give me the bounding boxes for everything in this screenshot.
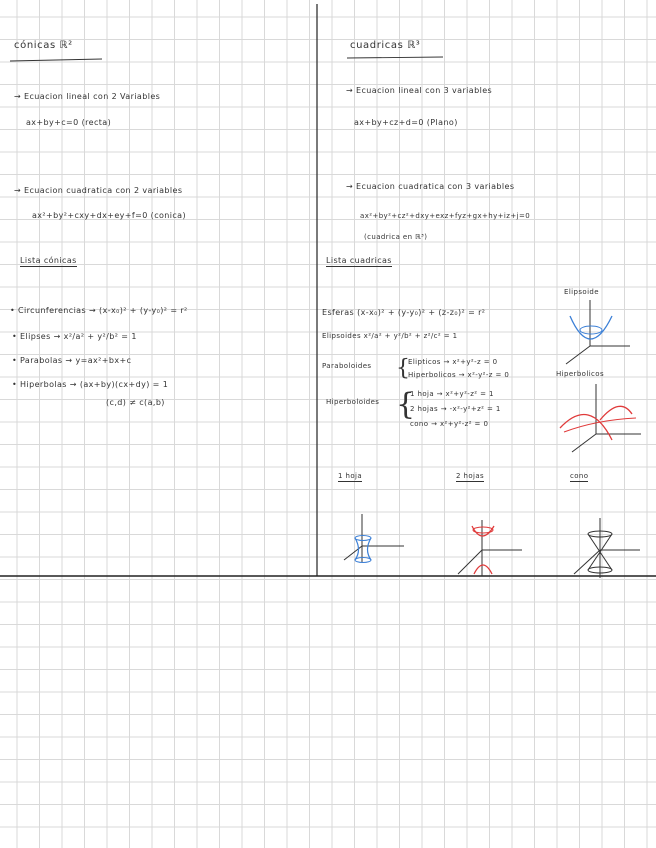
- paraboloides-hiperbolicos: Hiperbolicos → x²-y²-z = 0: [408, 371, 510, 379]
- left-quadratic-heading: → Ecuacion cuadratica con 2 variables: [14, 186, 183, 195]
- elliptic-paraboloid-sketch: [566, 300, 630, 364]
- right-linear-heading: → Ecuacion lineal con 3 variables: [346, 86, 493, 95]
- label-hiperbolicos: Hiperbolicos: [556, 370, 605, 378]
- paraboloides-label: Paraboloides: [322, 362, 372, 370]
- hiperboloides-1-hoja: 1 hoja → x²+y²-z² = 1: [410, 390, 494, 398]
- list-item-parabolas: • Parabolas → y=ax²+bx+c: [12, 356, 132, 365]
- right-list-title: Lista cuadricas: [326, 256, 392, 265]
- label-1-hoja: 1 hoja: [338, 472, 363, 480]
- right-quadratic-equation: ax²+by²+cz²+dxy+exz+fyz+gx+hy+iz+j=0: [360, 212, 531, 220]
- esferas-entry: Esferas (x-x₀)² + (y-y₀)² + (z-z₀)² = r²: [322, 308, 486, 317]
- hiperboloides-2-hojas: 2 hojas → -x²-y²+z² = 1: [410, 405, 501, 413]
- left-linear-heading: → Ecuacion lineal con 2 Variables: [14, 92, 161, 101]
- left-list-title: Lista cónicas: [20, 256, 77, 265]
- list-item-elipses: • Elipses → x²/a² + y²/b² = 1: [12, 332, 137, 341]
- left-title: cónicas ℝ²: [14, 40, 73, 51]
- right-quadratic-heading: → Ecuacion cuadratica con 3 variables: [346, 182, 515, 191]
- hiperboloides-brace: {: [396, 387, 416, 422]
- hyperbolic-paraboloid-sketch: [560, 384, 641, 452]
- list-item-hiperbolas: • Hiperbolas → (ax+by)(cx+dy) = 1: [12, 380, 169, 389]
- left-quadratic-equation: ax²+by²+cxy+dx+ey+f=0 (conica): [32, 211, 186, 220]
- list-note: (c,d) ≠ c(a,b): [106, 398, 165, 407]
- cone-sketch: [574, 518, 640, 578]
- right-linear-equation: ax+by+cz+d=0 (Plano): [354, 118, 458, 127]
- label-cono: cono: [570, 472, 589, 480]
- right-quadratic-note: (cuadrica en ℝ³): [364, 233, 428, 241]
- one-sheet-hyperboloid-sketch: [344, 514, 404, 563]
- elipsoides-entry: Elipsoides x²/a² + y²/b² + z²/c² = 1: [322, 332, 458, 340]
- hiperboloides-label: Hiperboloides: [326, 398, 380, 406]
- right-title: cuadricas ℝ³: [350, 40, 421, 51]
- label-elipsoide: Elipsoide: [564, 288, 599, 296]
- paraboloides-brace: {: [396, 356, 410, 381]
- hiperboloides-cono: cono → x²+y²-z² = 0: [410, 420, 489, 428]
- label-2-hojas: 2 hojas: [456, 472, 485, 480]
- left-linear-equation: ax+by+c=0 (recta): [26, 118, 112, 127]
- list-item-circunferencias: • Circunferencias → (x-x₀)² + (y-y₀)² = r²: [10, 306, 188, 315]
- paraboloides-elipticos: Elipticos → x²+y²-z = 0: [408, 358, 498, 366]
- two-sheet-hyperboloid-sketch: [458, 520, 522, 576]
